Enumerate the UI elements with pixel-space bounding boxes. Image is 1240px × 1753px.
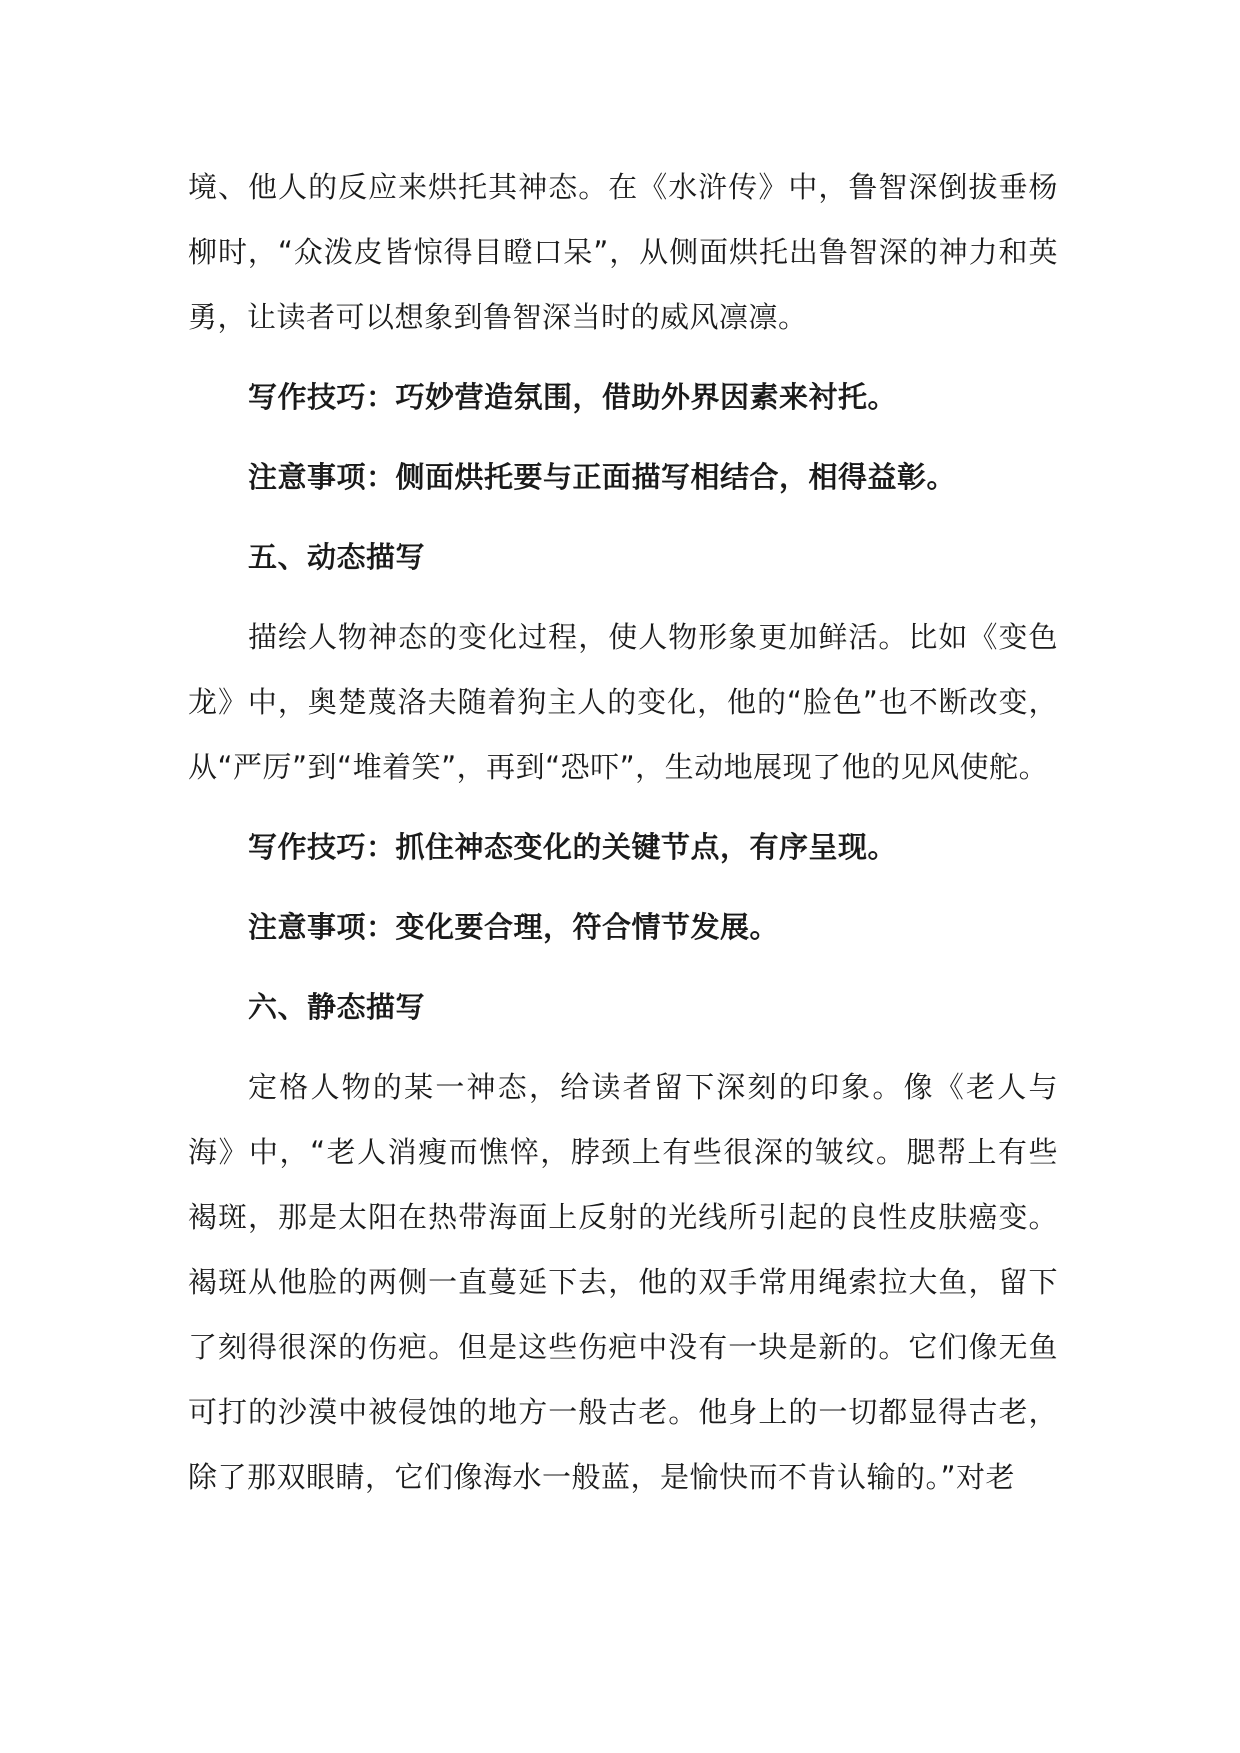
caution-dynamic: 注意事项：变化要合理，符合情节发展。 — [248, 910, 780, 944]
section-heading-static-description: 六、静态描写 — [248, 990, 426, 1024]
caution-side-contrast: 注意事项：侧面烘托要与正面描写相结合，相得益彰。 — [248, 460, 957, 494]
paragraph-side-contrast-example: 境、他人的反应来烘托其神态。在《水浒传》中，鲁智深倒拔垂杨柳时，“众泼皮皆惊得目瞪口呆”，从侧面烘托出鲁智深的神力和英勇，让读者可以想象到鲁智深当时的威风凛凛。 — [188, 170, 1058, 334]
paragraph-dynamic-description: 描绘人物神态的变化过程，使人物形象更加鲜活。比如《变色龙》中，奥楚蔑洛夫随着狗主人的变化，他的“脸色”也不断改变，从“严厉”到“堆着笑”，再到“恐吓”，生动地展现了他的见风使舵。 — [188, 620, 1058, 784]
writing-tip-dynamic: 写作技巧：抓住神态变化的关键节点，有序呈现。 — [248, 830, 898, 864]
section-heading-dynamic-description: 五、动态描写 — [248, 540, 426, 574]
writing-tip-side-contrast: 写作技巧：巧妙营造氛围，借助外界因素来衬托。 — [248, 380, 898, 414]
document-page — [188, 155, 1058, 1510]
paragraph-static-description: 定格人物的某一神态，给读者留下深刻的印象。像《老人与海》中，“老人消瘦而憔悴，脖颈上有些很深的皱纹。腮帮上有些褐斑，那是太阳在热带海面上反射的光线所引起的良性皮肤癌变。褐斑从他脸的两侧一直蔓延下去，他的双手常用绳索拉大鱼，留下了刻得很深的伤疤。但是这些伤疤中没有一块是新的。它们像无鱼可打的沙漠中被侵蚀的地方一般古老。他身上的一切都显得古老，除了那双眼睛，它们像海水一般蓝，是愉快而不肯认输的。”对老 — [188, 1070, 1058, 1494]
